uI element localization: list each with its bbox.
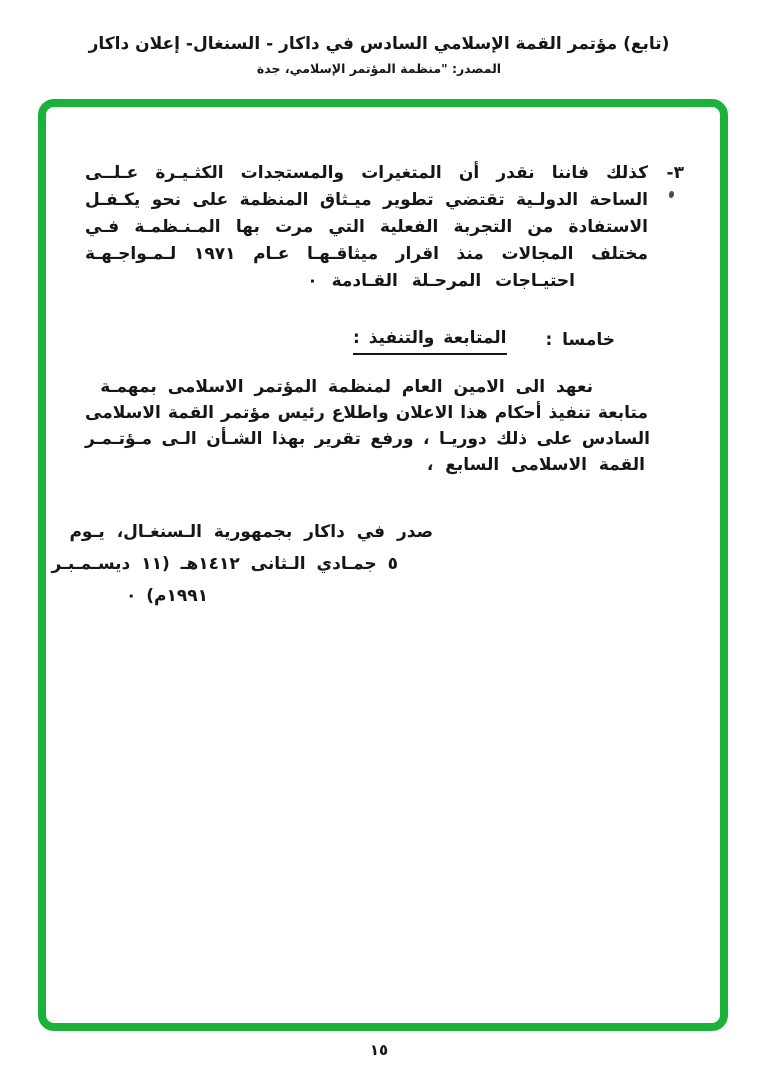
item3-line-1: كذلك فاننا نقدر أن المتغيرات والمستجدات الكثـيـرة عـلــى <box>85 163 648 183</box>
followup-line-4: القمة الاسلامى السابع ، <box>426 455 645 475</box>
section-label: خامسا : <box>545 330 615 350</box>
item3-line-5: احتيـاجات المرحـلة القـادمة ٠ <box>307 271 575 291</box>
followup-line-3: السادس على ذلك دوريـا ، ورفع تقرير بهذا الشـأن الـى مـؤتـمـر <box>85 429 650 449</box>
item3-line-2: الساحة الدولـية تقتضي تطوير ميـثاق المنظمة على نحو يكـفـل <box>85 190 648 210</box>
closing-line-1: صدر في داكار بجمهورية الـسنغـال، يـوم <box>69 522 433 542</box>
item3-line-4: مختلف المجالات منذ اقرار ميثاقـهـا عـام ١٩٧١ لـمـواجـهـة <box>85 244 648 264</box>
page-header-title: (تابع) مؤتمر القمة الإسلامي السادس في داكار - السنغال- إعلان داكار <box>88 34 670 54</box>
followup-line-2: متابعة تنفيذ أحكام هذا الاعلان واطلاع رئيس مؤتمر القمة الاسلامى <box>85 403 648 423</box>
item3-line-3: الاستفادة من التجربة الفعلية التي مرت بها المـنـظمـة فـي <box>85 217 648 237</box>
followup-line-1: نعهد الى الامين العام لمنظمة المؤتمر الاسلامى بمهمـة <box>100 377 593 397</box>
page-number: ١٥ <box>369 1041 389 1059</box>
closing-line-2: ٥ جمـادي الـثانى ١٤١٢هـ (١١ ديسـمـبـر <box>51 554 398 574</box>
closing-line-3: ١٩٩١م) ٠ <box>125 586 208 606</box>
item-number-marker: ٣- <box>666 163 684 183</box>
page-header-source: المصدر: "منظمة المؤتمر الإسلامي، جدة <box>256 61 502 76</box>
section-title-underlined: المتابعة والتنفيذ : <box>353 327 507 355</box>
